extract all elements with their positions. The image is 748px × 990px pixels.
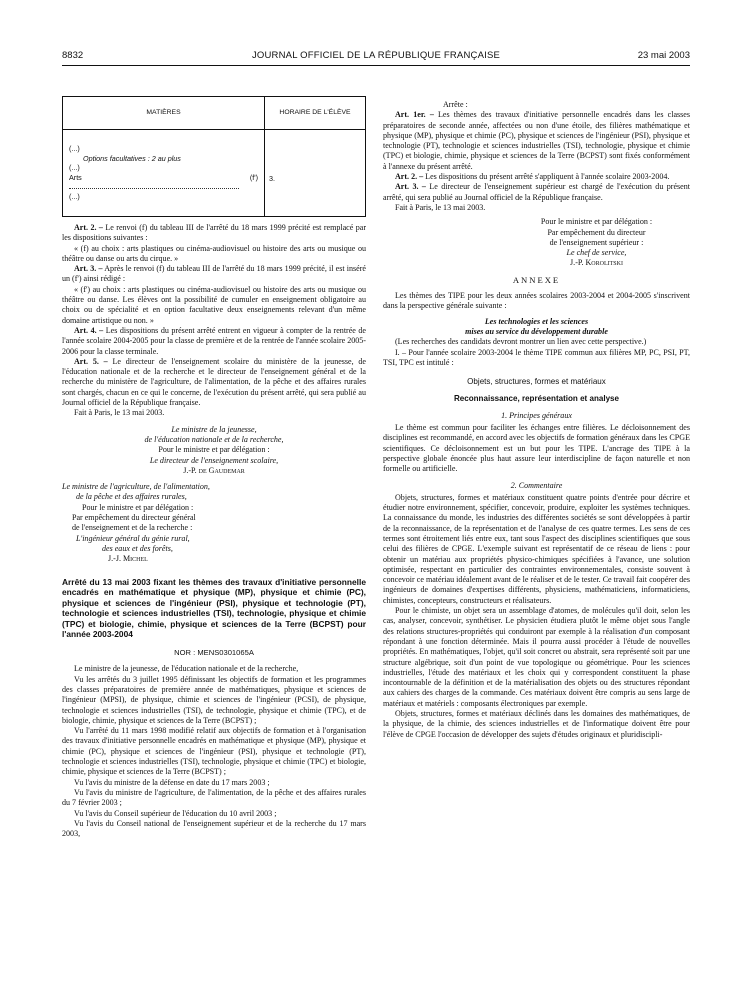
visa: Vu l'avis du ministre de l'agriculture, de l'alimentation, de la pêche et des affaires rurales du 7 février 2003 ;: [62, 787, 366, 808]
table-header-horaire: HORAIRE DE L'ÉLÈVE: [265, 97, 366, 130]
paragraph: Objets, structures, formes et matériaux déclinés dans les domaines des mathématiques, de la physique, de la chimie, des sciences industrielles et de l'informatique doivent être pour l'élève de CPGE l'occasion de développer des sujets d'études originaux et pluridiscipli-: [383, 709, 690, 739]
signature-line: Le ministre de l'agriculture, de l'alimentation,: [62, 482, 210, 492]
decree-title: Arrêté du 13 mai 2003 fixant les thèmes des travaux d'initiative personnelle encadrés en mathématique et physique (MP), physique et chimie (PC), physique et sciences de l'ingénieur (PSI), physique et technologie (PT), technologie et sciences industrielles (TSI), technologie, physique et chimie (TPC) et biologie, chimie, physique et sciences de la Terre (BCPST) pour l'année 2003-2004: [62, 576, 366, 640]
article-label: Art. 4. –: [74, 325, 104, 335]
article-text: Le directeur de l'enseignement scolaire du ministère de la jeunesse, de l'éducation nationale et de la recherche et le directeur de l'enseignement général et de la recherche du ministère de l'agriculture, de l'alimentation, de la pêche et des affaires rurales sont chargés, chacun en ce qui le concerne, de l'exécution du présent arrêté, qui sera publié au Journal officiel de la République française.: [62, 356, 367, 408]
signature-line: Pour le ministre et par délégation :: [82, 502, 194, 512]
theme-line: Les technologies et les sciences: [484, 316, 589, 326]
article-text: Le directeur de l'enseignement supérieur est chargé de l'exécution du présent arrêté, qui sera publié au Journal officiel de la République française.: [383, 182, 690, 202]
fait-a-paris: Fait à Paris, le 13 mai 2003.: [395, 202, 486, 212]
table-line-arts: [69, 173, 258, 192]
signature-line: L'ingénieur général du génie rural,: [76, 533, 190, 543]
signature-line: de l'éducation nationale et de la recherche,: [144, 434, 284, 444]
issue-date: 23 mai 2003: [637, 50, 690, 61]
article-label: Art. 3. –: [74, 264, 103, 274]
left-column: [62, 96, 366, 839]
paragraph: Pour le chimiste, un objet sera un assemblage d'atomes, de molécules qu'il doit, selon les cas, analyser, concevoir, synthétiser. Le physicien étudiera plutôt le même objet sous l'angle des relations structures-propriétés qui conduiront par exemple à la réalisation d'un composant répondant à une fonction déterminée. Mais il pourra aussi procéder à l'étude de nouvelles propriétés. En mathématiques, l'objet, qu'il soit concret ou abstrait, sera représenté soit par une structure algébrique, soit d'un point de vue topologique ou géométrique. Pour les sciences industrielles, l'étude des matériaux et les choix qui y correspondent constituent la phase incontournable de la définition et de la matérialisation des objets ou des structures répondant aux cahiers des charges de la commande. Ces matériaux doivent être compris au sens large de matériaux et matériels : composants électroniques par exemple.: [383, 606, 690, 708]
article-text: Les dispositions du présent arrêté s'appliquent à l'année scolaire 2003-2004.: [423, 172, 670, 182]
visa: Vu les arrêtés du 3 juillet 1995 définissant les objectifs de formation et les programmes des classes préparatoires de première année de mathématiques, physique et sciences de l'ingénieur (MPSI), de physique, chimie et sciences de l'ingénieur (PCSI), de physique, technologie et sciences industrielles (TSI), de technologie, physique et chimie (TPC), et de biologie, chimie, physique et sciences de la Terre (BCPST) ;: [62, 674, 366, 725]
article-4: [62, 326, 366, 357]
table-header-matieres: MATIÈRES: [63, 97, 265, 130]
signature-line: de l'enseignement et de la recherche :: [72, 523, 193, 533]
visa: Vu l'avis du ministre de la défense en date du 17 mars 2003 ;: [74, 777, 270, 787]
schedule-table: [62, 96, 366, 217]
arrete-heading: Arrête :: [443, 100, 468, 109]
signature-line: de l'enseignement supérieur :: [549, 237, 644, 247]
quote: « (f) au choix : arts plastiques ou cinéma-audiovisuel ou histoire des arts ou musique ou théâtre ou danse ou arts du cirque. »: [62, 243, 366, 263]
article-label: Art. 2. –: [395, 172, 424, 182]
fait-a-paris: Fait à Paris, le 13 mai 2003.: [74, 408, 165, 418]
visa: Vu l'avis du Conseil supérieur de l'éducation du 10 avril 2003 ;: [74, 808, 277, 818]
signatory-name: J.-J. Michel: [108, 554, 148, 564]
signature-line: Pour le ministre et par délégation :: [158, 445, 270, 455]
signature-line: des eaux et des forêts,: [102, 543, 173, 553]
article-label: Art. 5. –: [74, 356, 108, 366]
journal-title: JOURNAL OFFICIEL DE LA RÉPUBLIQUE FRANÇAISE: [251, 50, 501, 61]
article-3: [383, 182, 690, 203]
article-text: Après le renvoi (f) du tableau III de l'arrêté du 18 mars 1999 précité, il est inséré un (f') ainsi rédigé :: [62, 264, 367, 284]
table-cell-hours: 3.: [265, 130, 366, 217]
dotted-leader: [69, 182, 239, 189]
header-rule: [62, 65, 690, 66]
signature-line: Le chef de service,: [566, 248, 627, 258]
topic-subtitle: Reconnaissance, représentation et analyse: [453, 394, 620, 404]
article-label: Art. 3. –: [395, 182, 426, 192]
article-label: Art. 1er. –: [395, 110, 434, 120]
right-column: [383, 100, 690, 740]
page-number: 8832: [62, 50, 84, 61]
article-2: [62, 223, 366, 244]
signature-line: Par empêchement du directeur général: [72, 513, 196, 523]
topic-title: Objets, structures, formes et matériaux: [467, 377, 606, 387]
article-text: Les dispositions du présent arrêté entrent en vigueur à compter de la rentrée de l'année scolaire 2004-2005 pour la classe de première et de la rentrée de l'année scolaire 2005-2006 pour la classe terminale.: [62, 325, 366, 356]
arts-label: Arts (f'): [69, 172, 258, 182]
signature-block: [503, 217, 690, 268]
signature-block-1: [62, 425, 366, 476]
quote: « (f') au choix : arts plastiques ou cinéma-audiovisuel ou histoire des arts ou musique ou théâtre ou danse. Les élèves ont la possibilité de cumuler en enseignement obligatoire au choix ou de spécialité et en option facultative deux enseignements relevant d'un même domaine artistique ou non. »: [62, 284, 366, 325]
article-1: [383, 110, 690, 172]
paragraph: Le thème est commun pour faciliter les échanges entre filières. Le décloisonnement des disciplines est recommandé, en accord avec les objectifs de formation généraux dans les CPGE scientifiques. Ce décloisonnement est un but pour les TIPE. L'ancrage des TIPE à la perspective globale énoncée plus haut assure leur interdiscipline de façon naturelle et non formelle ou artificielle.: [383, 423, 690, 474]
page-header: [62, 50, 690, 64]
table-line: (...): [69, 191, 80, 201]
signature-line: Par empêchement du directeur: [547, 227, 646, 237]
visa: Vu l'avis du Conseil national de l'enseignement supérieur et de la recherche du 17 mars 2003,: [62, 818, 366, 839]
signature-block-2: [62, 482, 366, 564]
section-1: I. – Pour l'année scolaire 2003-2004 le thème TIPE commun aux filières MP, PC, PSI, PT, TSI, TPC est intitulé :: [383, 347, 690, 367]
article-text: Le renvoi (f) du tableau III de l'arrêté du 18 mars 1999 précité est remplacé par les dispositions suivantes :: [62, 223, 366, 243]
table-line: (...): [69, 144, 80, 153]
subsection-heading: 1. Principes généraux: [501, 410, 572, 420]
article-5: [62, 357, 366, 408]
nor-reference: NOR : MENS0301065A: [174, 648, 254, 658]
visa: Vu l'arrêté du 11 mars 1998 modifié relatif aux objectifs de formation et à l'organisation des travaux d'initiative personnelle encadrés en mathématique et physique (MP), physique et chimie (PC), physique et sciences de l'ingénieur (PSI), physique et technologie (PT), technologie et sciences industrielles (TSI), technologie, physique et chimie (TPC) et biologie, chimie, physique et sciences de la Terre (BCPST) ;: [62, 726, 366, 777]
subsection-heading: 2. Commentaire: [510, 480, 563, 490]
table-line: (...): [69, 163, 80, 173]
signatory-name: J.-P. de Gaudemar: [183, 465, 245, 475]
visa: Le ministre de la jeunesse, de l'éducation nationale et de la recherche,: [74, 664, 299, 674]
signature-line: Le ministre de la jeunesse,: [171, 424, 257, 434]
annexe-intro: Les thèmes des TIPE pour les deux années scolaires 2003-2004 et 2004-2005 s'inscrivent dans la perspective générale suivante :: [383, 291, 690, 311]
theme-line: mises au service du développement durable: [465, 326, 608, 336]
recherches-note: (Les recherches des candidats devront montrer un lien avec cette perspective.): [395, 337, 647, 347]
article-3: [62, 264, 366, 285]
paragraph: Objets, structures, formes et matériaux constituent quatre points d'entrée pour décrire et étudier notre environnement, spécifier, concevoir, produire, exploiter les systèmes techniques. La connaissance du monde, les industries des différentes sociétés se sont développées à partir de la reconnaissance, de la représentation et de l'analyse de ces quatre termes. Les sens de ces termes sont étroitement liés entre eux, tant sous l'aspect des disciplines scientifiques que sous celui des filières de CPGE. L'exemple suivant est représentatif de ce réseau de liens : pour obtenir un matériau aux propriétés physico-chimiques spécifiées à l'avance, une solution optimisée, respectant en particulier des contraintes environnementales, consiste souvent à concevoir ce matériau idéalement avant de le réaliser et de le tester. Ce travail fait coopérer des ingénieurs de domaines d'expertises différents, physiciens, mathématiciens, informaticiens, chimistes, concepteurs, constructeurs et réalisateurs.: [383, 492, 690, 605]
article-text: Les thèmes des travaux d'initiative personnelle encadrés dans les classes préparatoires de seconde année, affectées ou non d'une étoile, des filières mathématique et physique (MP), physique et chimie (PC), physique et sciences de l'ingénieur (PSI), physique et technologie (PT), technologie et sciences industrielles (TSI), technologie, physique et chimie (TPC) et biologie, chimie, physique et sciences de la Terre (BCPST) sont fixés conformément à l'annexe du présent arrêté.: [383, 110, 691, 171]
signature-line: Le directeur de l'enseignement scolaire,: [149, 455, 279, 465]
signature-line: de la pêche et des affaires rurales,: [76, 492, 187, 502]
annexe-heading: ANNEXE: [512, 274, 561, 285]
signatory-name: J.-P. Korolitski: [570, 258, 623, 268]
article-2: [383, 172, 690, 182]
table-line: Options facultatives : 2 au plus: [83, 153, 181, 163]
signature-line: Pour le ministre et par délégation :: [540, 217, 653, 227]
table-cell-subjects: [63, 130, 265, 217]
article-label: Art. 2. –: [74, 223, 103, 232]
